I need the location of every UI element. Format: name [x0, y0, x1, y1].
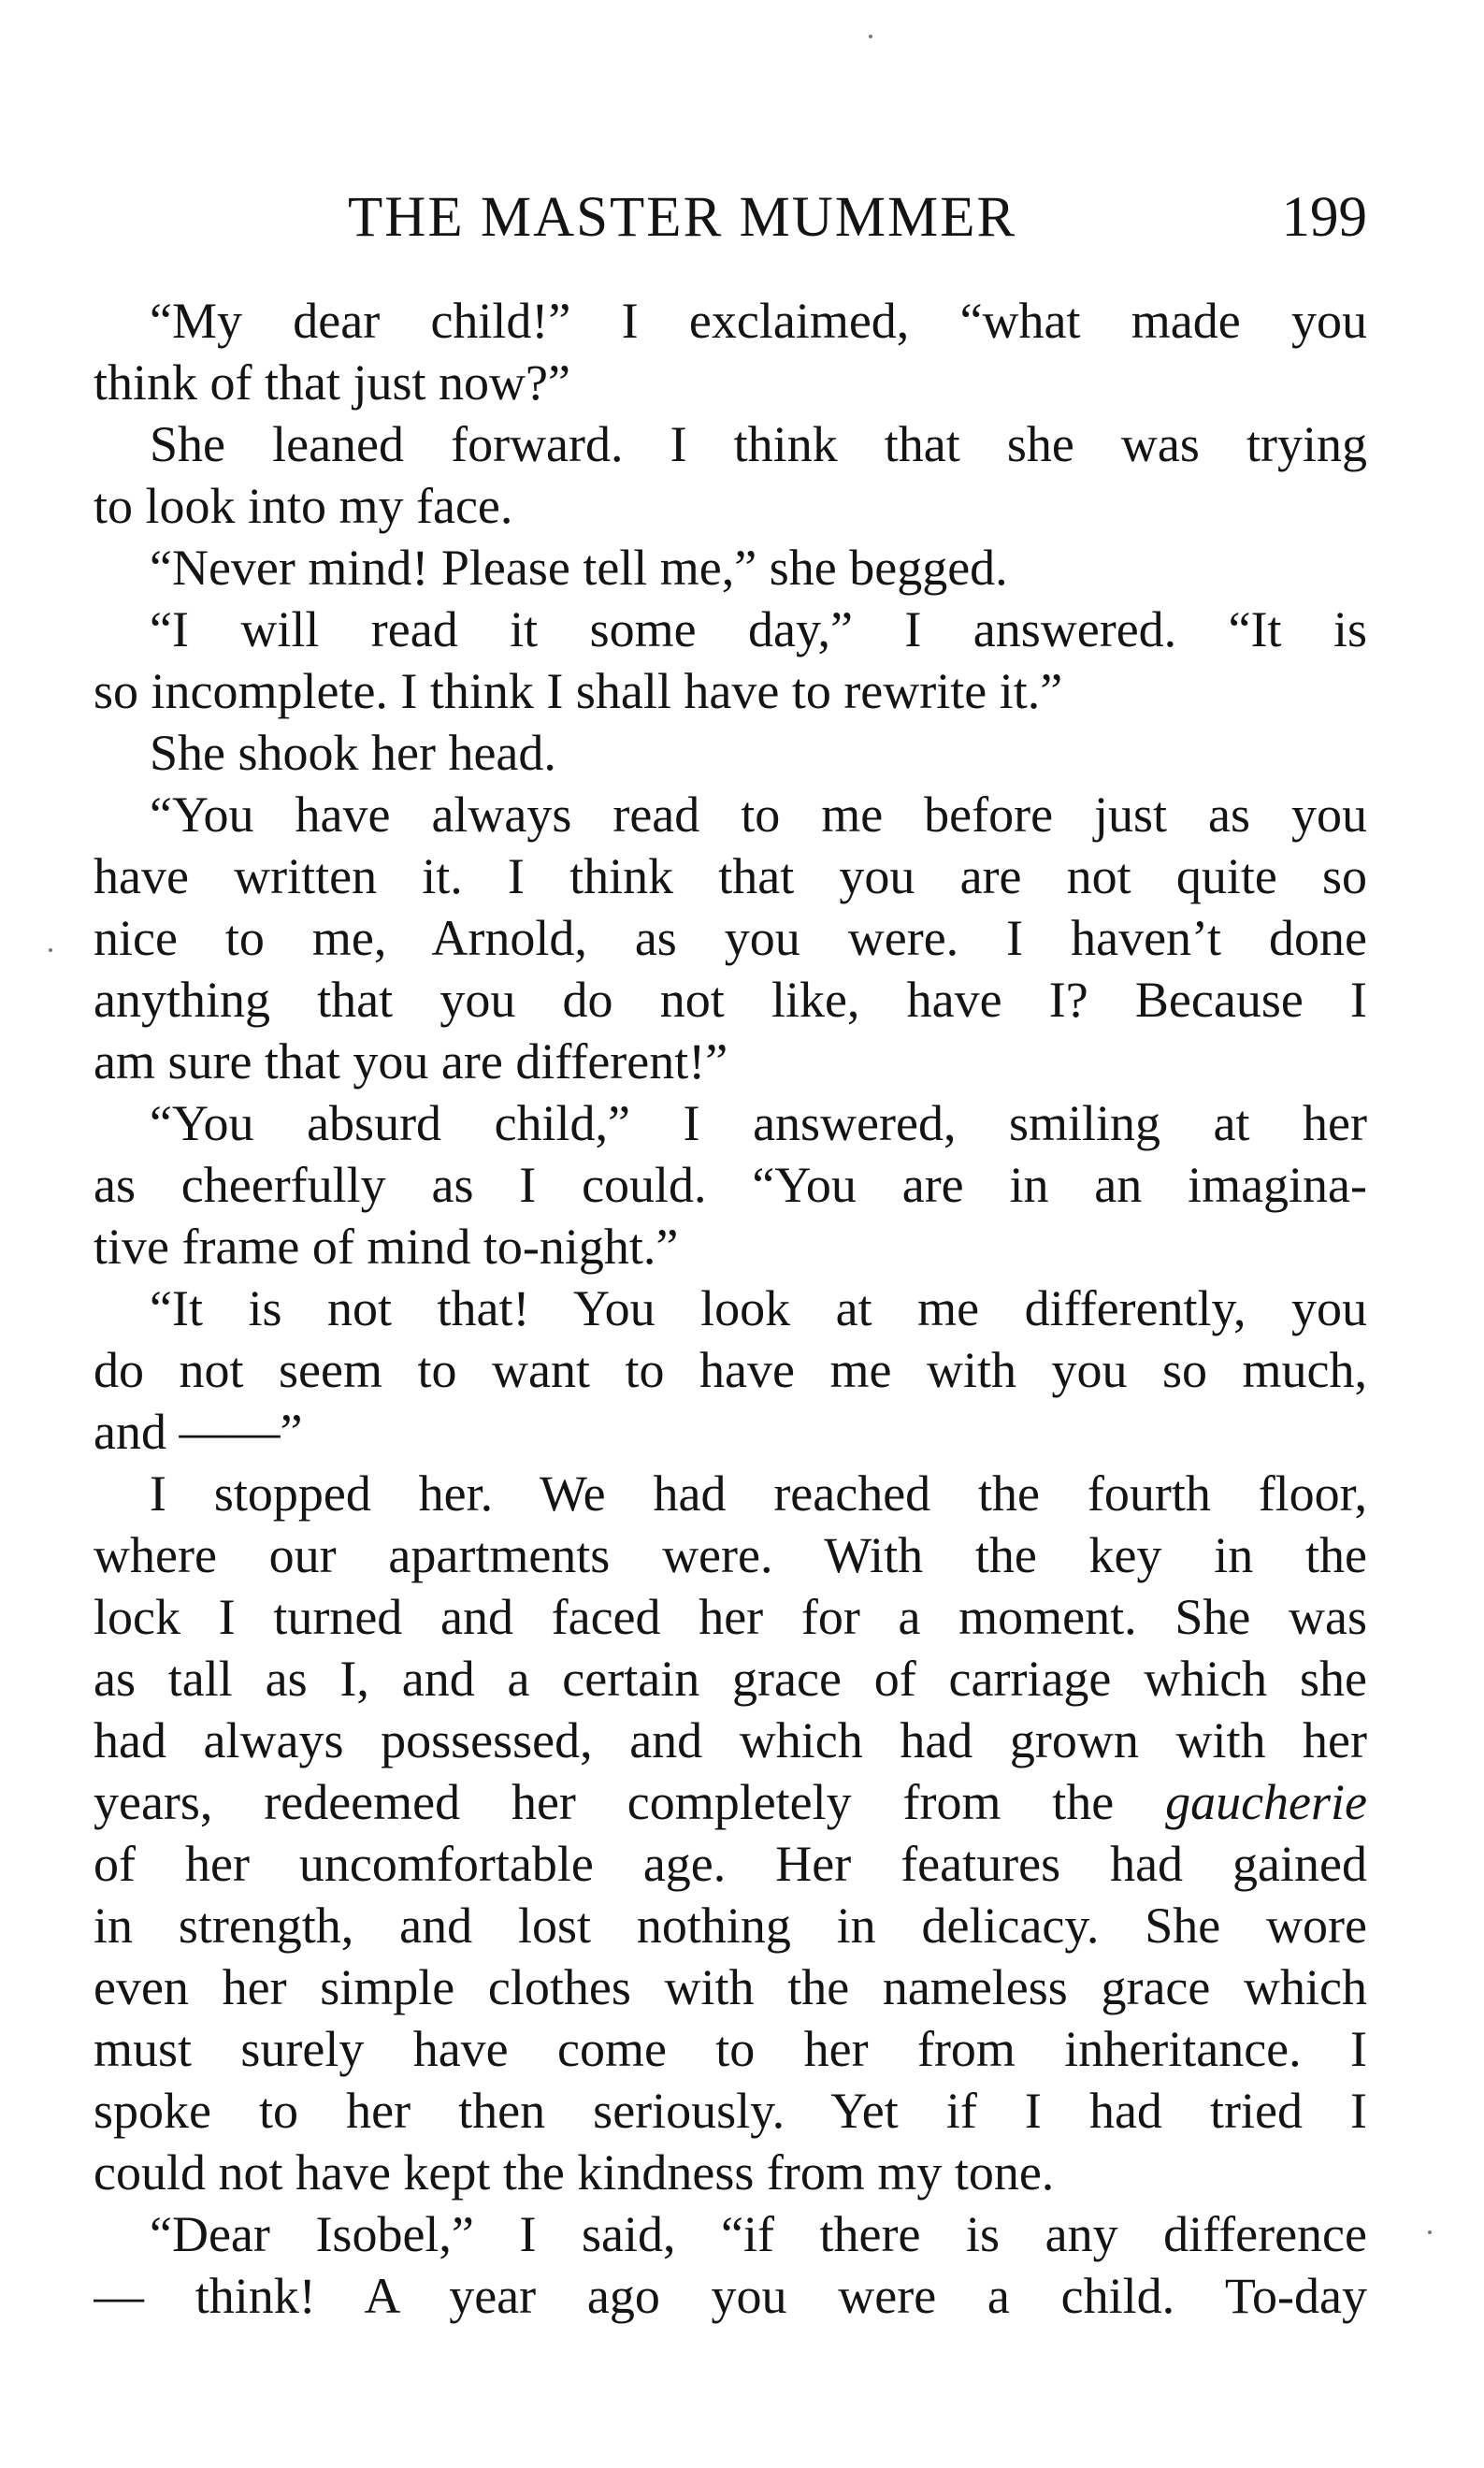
- text-line: think of that just now?”: [94, 354, 570, 411]
- text-line: lock I turned and faced her for a moment. She was: [94, 1589, 1367, 1645]
- text-line: tive frame of mind to-night.”: [94, 1219, 679, 1275]
- text-line: anything that you do not like, have I? Because I: [94, 972, 1367, 1028]
- running-head: [94, 176, 1367, 260]
- text-line: as tall as I, and a certain grace of carriage which she: [94, 1651, 1367, 1707]
- text-line: do not seem to want to have me with you so much,: [94, 1342, 1367, 1398]
- text-line: “Dear Isobel,” I said, “if there is any difference: [150, 2206, 1367, 2262]
- page-number: 199: [1281, 186, 1367, 249]
- body-text: [94, 290, 1367, 2327]
- italic-word: gaucherie: [1165, 1774, 1367, 1830]
- text-line: even her simple clothes with the nameless grace which: [94, 1959, 1367, 2015]
- text-line: “You absurd child,” I answered, smiling at her: [150, 1095, 1367, 1151]
- text-line: “I will read it some day,” I answered. “It is: [150, 601, 1367, 657]
- text-line: am sure that you are different!”: [94, 1033, 728, 1090]
- text-line: “Never mind! Please tell me,” she begged.: [150, 540, 1008, 596]
- text-line: in strength, and lost nothing in delicacy. She wore: [94, 1898, 1367, 1954]
- text-line: where our apartments were. With the key in the: [94, 1527, 1367, 1583]
- text-line: She shook her head.: [150, 725, 556, 781]
- text-line: spoke to her then seriously. Yet if I had tried I: [94, 2083, 1367, 2139]
- text-line: “My dear child!” I exclaimed, “what made you: [150, 293, 1367, 349]
- text-line: nice to me, Arnold, as you were. I haven’t done: [94, 910, 1367, 966]
- text-line: “It is not that! You look at me differently, you: [150, 1280, 1367, 1336]
- text-line: of her uncomfortable age. Her features had gained: [94, 1836, 1367, 1892]
- text-line: and ——”: [94, 1404, 303, 1460]
- print-speck: [869, 35, 872, 38]
- text-line: — think! A year ago you were a child. To-day: [94, 2268, 1367, 2324]
- print-speck: [49, 948, 52, 952]
- text-line: as cheerfully as I could. “You are in an imagina-: [94, 1157, 1367, 1213]
- text-line: I stopped her. We had reached the fourth floor,: [150, 1465, 1367, 1522]
- text-line: had always possessed, and which had grown with her: [94, 1712, 1367, 1768]
- text-line: She leaned forward. I think that she was trying: [150, 416, 1367, 472]
- text-line: have written it. I think that you are not quite so: [94, 848, 1367, 904]
- text-line: could not have kept the kindness from my tone.: [94, 2144, 1055, 2201]
- text-line: so incomplete. I think I shall have to rewrite it.”: [94, 663, 1063, 719]
- running-title: THE MASTER MUMMER: [348, 186, 1017, 249]
- text-line: must surely have come to her from inheritance. I: [94, 2021, 1367, 2077]
- print-speck: [1428, 2230, 1432, 2234]
- text-line: “You have always read to me before just as you: [150, 787, 1367, 843]
- text-line: years, redeemed her completely from the gaucherie: [94, 1774, 1367, 1830]
- text-line: to look into my face.: [94, 478, 513, 534]
